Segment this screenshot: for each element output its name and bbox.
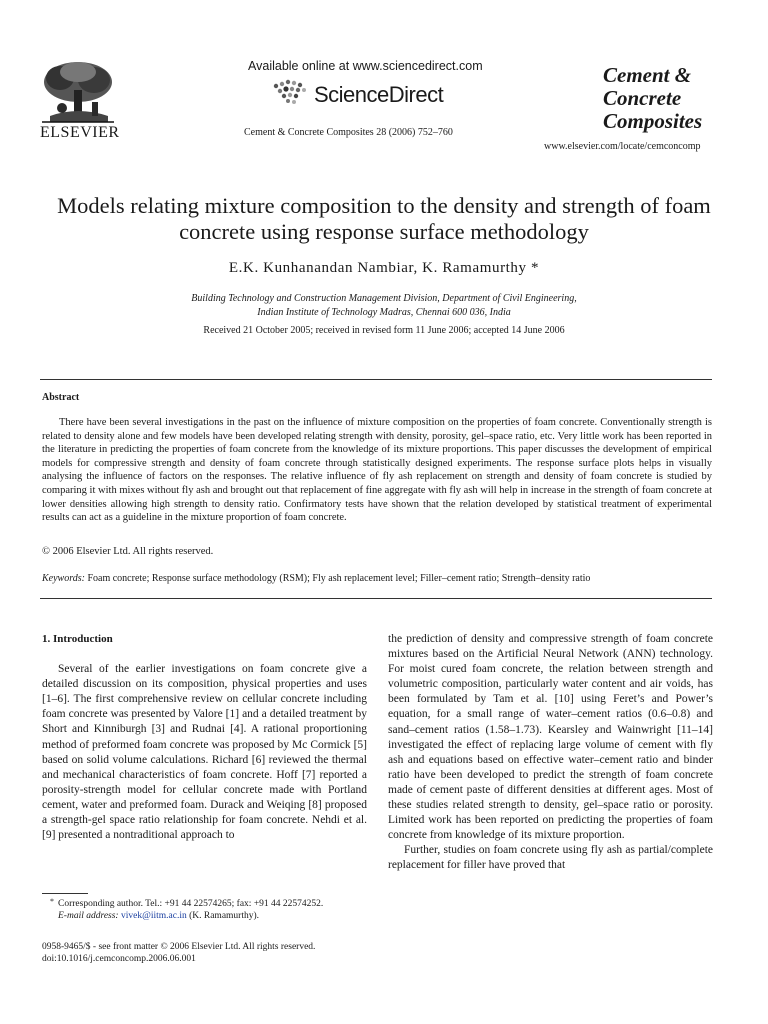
abstract-paragraph: There have been several investigations in the past on the influence of mixture composition on the properties of foam concrete. Conventionally strength is related to density alone and few models have been developed relating strength with density, porosity, gel–space ratio, etc. Very little work has been reported in the literature in predicting the properties of foam concrete from the knowledge of its mixture proportions. This paper discusses the development of empirical models for compressive strength and density of foam concrete through statistically designed experiments. The response surface plots helps in visually analysing the influence of factors on the responses. The relative influence of fly ash replacement on strength and density of foam concrete is studied by comparing it with mixes without fly ash and brought out that replacement of fine aggregate with fly ash will help in increase in the strength of foam concrete at lower densities allowing high strength to density ratio. Confirmatory tests have shown that the relation developed by statistical treatment of experimental results can act as a guideline in the mixture proportion of foam concrete. [42, 417, 712, 524]
available-online-text[interactable]: Available online at www.sciencedirect.com [248, 59, 483, 73]
publisher-name: ELSEVIER [40, 124, 120, 141]
section-heading: 1. Introduction [42, 633, 113, 645]
body-paragraph: the prediction of density and compressive strength of foam concrete mixtures based on the Artificial Neural Network (ANN) technology. For moist cured foam concrete, the relation between strength and volumetric composition, particularly water content and air voids, has been formulated by Tam et al. [10] using Feret’s and Power’s equation, for a small range of water–cement ratios (0.6–0.8) and sand–cement ratios (1.58–1.73). Kearsley and Wainwright [11–14] investigated the effect of replacing large volume of cement with fly ash and equations based on effective water–cement ratio and binder ratio have been developed to predict the strength of foam concrete made of cement paste of different densities at different ages. Most of these studies related strength to density, gel–space ratio or porosity. Limited work has been reported on predicting the properties of foam concrete from knowledge of its mixture proportion. [388, 633, 713, 842]
journal-citation: Cement & Concrete Composites 28 (2006) 752–760 [244, 127, 453, 138]
keywords-label: Keywords: [42, 573, 85, 584]
keywords-list: Foam concrete; Response surface methodology (RSM); Fly ash replacement level; Filler–cement ratio; Strength–density ratio [87, 573, 591, 584]
divider [40, 598, 712, 599]
email-link[interactable]: vivek@iitm.ac.in [120, 911, 187, 921]
journal-title-line: Concrete [603, 86, 682, 110]
email-suffix: (K. Ramamurthy). [189, 911, 260, 921]
author-affiliation [30, 292, 738, 320]
footnote-marker: * [50, 897, 54, 906]
left-column [42, 632, 367, 843]
keywords [42, 573, 590, 584]
body-paragraph: Further, studies on foam concrete using fly ash as partial/complete replacement for filler have proved that [388, 844, 713, 872]
corresponding-author-footnote [42, 898, 372, 922]
affiliation-line: Building Technology and Construction Management Division, Department of Civil Engineering, [191, 293, 577, 304]
footnote-contact: Corresponding author. Tel.: +91 44 22574265; fax: +91 44 22574252. [58, 899, 324, 909]
abstract-body [42, 416, 712, 525]
abstract-copyright: © 2006 Elsevier Ltd. All rights reserved. [42, 546, 214, 557]
abstract-heading: Abstract [42, 392, 80, 403]
divider [40, 379, 712, 380]
issn-line: 0958-9465/$ - see front matter © 2006 Elsevier Ltd. All rights reserved. [42, 942, 316, 952]
right-column [388, 632, 713, 874]
journal-title-line: Composites [603, 109, 703, 133]
affiliation-line: Indian Institute of Technology Madras, Chennai 600 036, India [257, 307, 511, 318]
doi-line[interactable]: doi:10.1016/j.cemconcomp.2006.06.001 [42, 954, 196, 965]
sciencedirect-dots-icon [270, 78, 310, 108]
sciencedirect-wordmark: ScienceDirect [314, 82, 444, 107]
elsevier-tree-logo-icon [38, 60, 118, 124]
article-title: Models relating mixture composition to the density and strength of foam concrete using response surface methodology [57, 193, 711, 244]
journal-title-line: Cement & [603, 63, 692, 87]
journal-url-link[interactable]: www.elsevier.com/locate/cemconcomp [544, 141, 701, 152]
article-authors: E.K. Kunhanandan Nambiar, K. Ramamurthy * [228, 260, 540, 276]
journal-title [603, 64, 702, 133]
received-dates: Received 21 October 2005; received in revised form 11 June 2006; accepted 14 June 2006 [203, 325, 565, 336]
article-meta [42, 941, 315, 966]
email-label: E-mail address: [58, 911, 119, 921]
footnote-divider [42, 893, 88, 894]
body-paragraph: Several of the earlier investigations on foam concrete give a detailed discussion on its composition, physical properties and uses [1–6]. The first comprehensive review on cellular concrete including foam concrete was presented by Valore [1] and a detailed treatment by Short and Kinniburgh [3] and Rudnai [4]. A rational proportioning method of preformed foam concrete was proposed by Mc Cormick [5] based on solid volume calculations. Richard [6] reviewed the thermal and mechanical characteristics of foam concrete. Hoff [7] reported a porosity-strength model for cellular concrete made with Portland cement, water and preformed foam. Durack and Weiqing [8] proposed a strength-gel space ratio relationship for foam concrete. Nehdi et al. [9] presented a nontraditional approach to [42, 663, 367, 842]
